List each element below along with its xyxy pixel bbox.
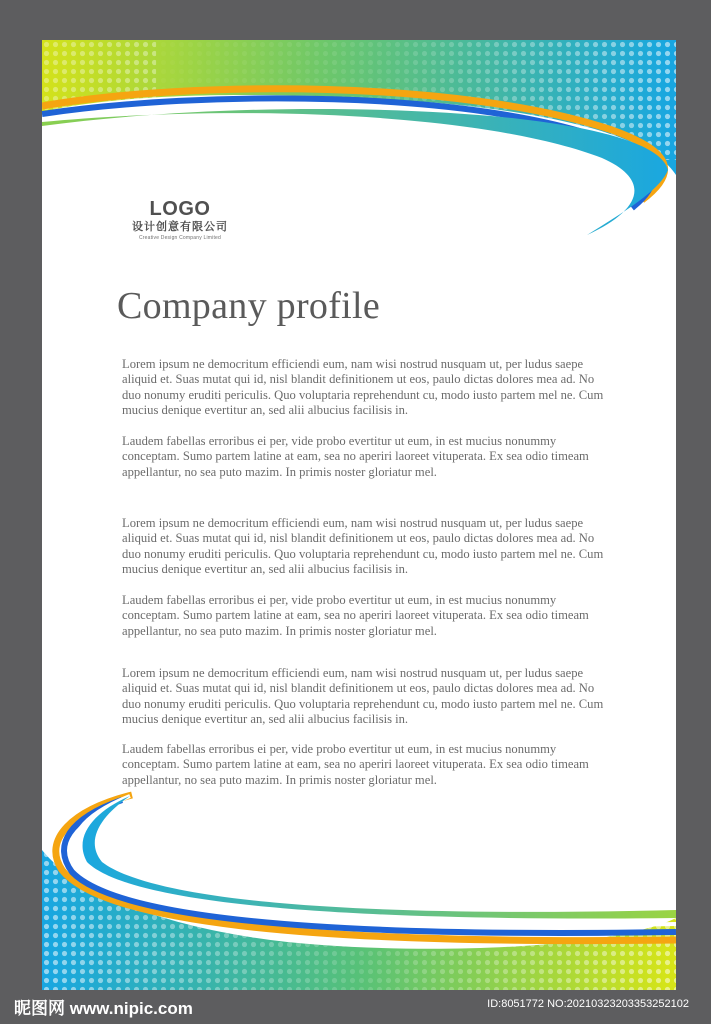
- body-paragraph: Laudem fabellas erroribus ei per, vide probo evertitur ut eum, in est mucius nonummy conceptam. Sumo partem latine at eam, sea no aperiri laoreet vituperata. Ex sea odio timeam appellantur, no sea puto mazim. In primis noster gloriatur mel.: [122, 434, 589, 479]
- body-paragraph: Laudem fabellas erroribus ei per, vide probo evertitur ut eum, in est mucius nonummy conceptam. Sumo partem latine at eam, sea no aperiri laoreet vituperata. Ex sea odio timeam appellantur, no sea puto mazim. In primis noster gloriatur mel.: [122, 593, 589, 638]
- watermark-id: ID:8051772 NO:20210323203353252102: [487, 998, 689, 1010]
- wave-decoration: [42, 40, 676, 990]
- watermark-site: 昵图网 www.nipic.com: [14, 999, 193, 1018]
- logo-company-name-cn: 设计创意有限公司: [132, 220, 228, 233]
- letterhead-page: [42, 40, 676, 990]
- body-paragraph: Lorem ipsum ne democritum efficiendi eum, nam wisi nostrud nusquam ut, per ludus saepe aliquid et. Suas mutat qui id, nisl blandit definitionem ut eos, paulo dictas dolores mea ad. No duo nonumy eruditi periculis. Quo voluptaria reprehendunt cu, modo iusto partem mel ne. Cum mucius denique evertitur an, sed alii albucius facilisis in.: [122, 666, 604, 727]
- company-logo: [120, 198, 240, 242]
- body-paragraph: Lorem ipsum ne democritum efficiendi eum, nam wisi nostrud nusquam ut, per ludus saepe aliquid et. Suas mutat qui id, nisl blandit definitionem ut eos, paulo dictas dolores mea ad. No duo nonumy eruditi periculis. Quo voluptaria reprehendunt cu, modo iusto partem mel ne. Cum mucius denique evertitur an, sed alii albucius facilisis in.: [122, 357, 604, 418]
- logo-text: LOGO: [149, 198, 211, 220]
- body-paragraph: Laudem fabellas erroribus ei per, vide probo evertitur ut eum, in est mucius nonummy conceptam. Sumo partem latine at eam, sea no aperiri laoreet vituperata. Ex sea odio timeam appellantur, no sea puto mazim. In primis noster gloriatur mel.: [122, 742, 589, 787]
- page-title: Company profile: [117, 285, 381, 327]
- body-paragraph: Lorem ipsum ne democritum efficiendi eum, nam wisi nostrud nusquam ut, per ludus saepe aliquid et. Suas mutat qui id, nisl blandit definitionem ut eos, paulo dictas dolores mea ad. No duo nonumy eruditi periculis. Quo voluptaria reprehendunt cu, modo iusto partem mel ne. Cum mucius denique evertitur an, sed alii albucius facilisis in.: [122, 516, 604, 577]
- logo-company-name-en: Creative Design Company Limited: [138, 235, 222, 241]
